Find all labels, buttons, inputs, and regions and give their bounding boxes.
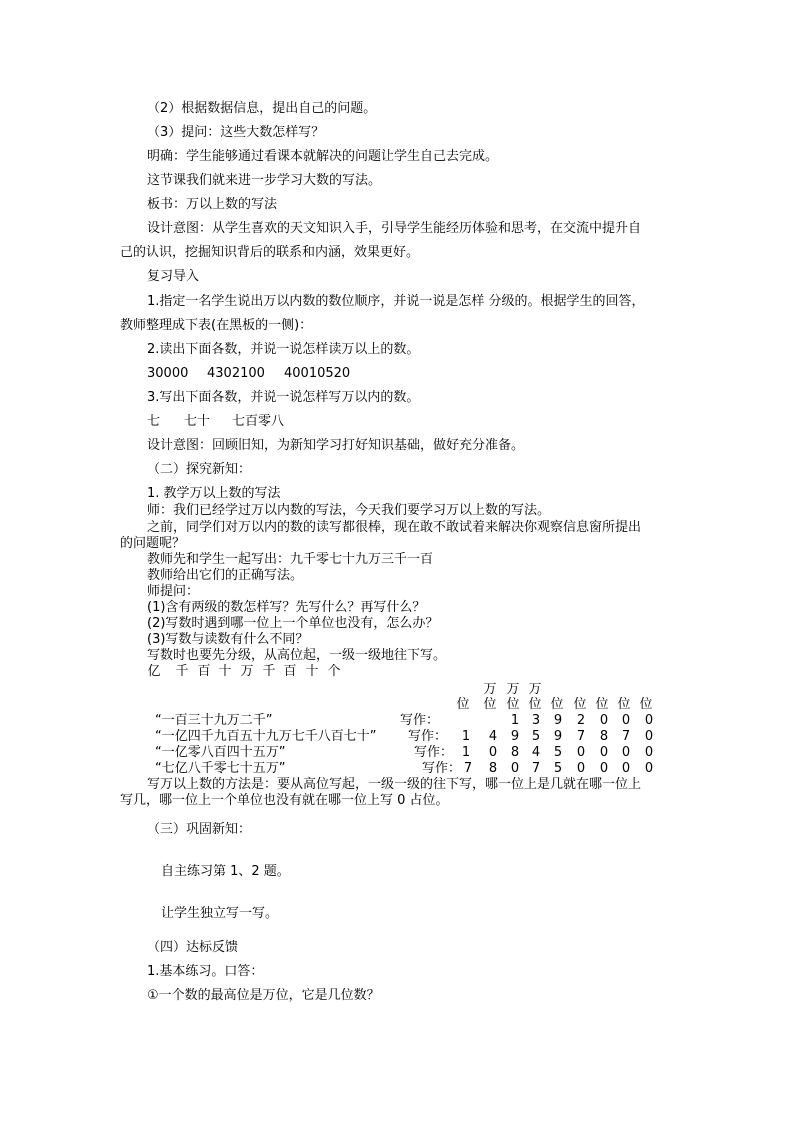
number-1: 30000 — [147, 366, 189, 381]
digit: 0 — [599, 761, 609, 776]
review-item-2: 2.读出下面各数，并说一说怎样读万以上的数。 — [147, 342, 420, 357]
digit: 0 — [488, 745, 498, 760]
row-text: “一百三十九万二千” — [155, 713, 273, 728]
digit: 9 — [553, 729, 563, 744]
place-bottom: 位 — [639, 697, 653, 712]
basic-practice: 1.基本练习。口答： — [147, 964, 264, 979]
digit: 1 — [510, 713, 520, 728]
question-3: （3）提问：这些大数怎样写？ — [147, 125, 325, 140]
digit: 2 — [576, 713, 586, 728]
level-name: 千 — [175, 664, 189, 679]
place-top: 万 — [528, 682, 542, 697]
clarify-text: 明确：学生能够通过看课本就解决的问题让学生自己去完成。 — [147, 149, 499, 164]
level-name: 个 — [327, 664, 341, 679]
digit: 8 — [599, 729, 609, 744]
digit: 9 — [510, 729, 520, 744]
review-heading: 复习导入 — [147, 269, 200, 284]
digit: 5 — [553, 761, 563, 776]
review-item-1: 1.指定一名学生说出万以内数的数位顺序，并说一说是怎样 分级的。根据学生的回答， — [147, 294, 645, 309]
row-label: 写作： — [400, 713, 440, 728]
before-text: 之前，同学们对万以内的数的读写都很棒，现在敢不敢试着来解决你观察信息窗所提出 — [147, 520, 642, 535]
board-title: 板书：万以上数的写法 — [147, 197, 278, 212]
teacher-ask: 师提问： — [147, 584, 200, 599]
consolidate-heading: （三）巩固新知： — [147, 822, 252, 837]
place-top: 万 — [483, 682, 497, 697]
teacher-text-1: 师：我们已经学过万以内数的写法，今天我们要学习万以上数的写法。 — [147, 503, 551, 518]
digit: 3 — [531, 713, 541, 728]
digit: 0 — [576, 745, 586, 760]
level-name: 百 — [197, 664, 211, 679]
ask-2: (2)写数时遇到哪一位上一个单位也没有，怎么办？ — [147, 616, 439, 631]
practice-text: 自主练习第 1、2 题。 — [161, 864, 290, 879]
design-intent-2: 设计意图：回顾旧知，为新知学习打好知识基础，做好充分准备。 — [147, 438, 525, 453]
level-name: 十 — [218, 664, 232, 679]
digit: 0 — [576, 761, 586, 776]
feedback-heading: （四）达标反馈 — [147, 940, 239, 955]
digit: 0 — [621, 761, 631, 776]
correct-text: 教师给出它们的正确写法。 — [147, 568, 304, 583]
ask-1: (1)含有两级的数怎样写？先写什么？再写什么？ — [147, 600, 426, 615]
digit: 7 — [463, 761, 473, 776]
independent-text: 让学生独立写一写。 — [161, 906, 279, 921]
place-bottom: 位 — [550, 697, 564, 712]
place-bottom: 位 — [506, 697, 520, 712]
digit: 7 — [621, 729, 631, 744]
ask-3: (3)写数与读数有什么不同？ — [147, 632, 309, 647]
row-text: “一亿零八百四十五万” — [155, 745, 286, 760]
before-text-cont: 的问题呢？ — [120, 536, 186, 551]
digit: 0 — [644, 729, 654, 744]
number-3: 40010520 — [284, 366, 351, 381]
explore-heading: （二）探究新知： — [147, 462, 252, 477]
level-name: 千 — [262, 664, 276, 679]
digit: 4 — [488, 729, 498, 744]
number-2: 4302100 — [207, 366, 265, 381]
method-text-cont: 写几，哪一位上一个单位也没有就在哪一位上写 0 占位。 — [120, 793, 449, 808]
design-intent-1-cont: 己的认识，挖掘知识背后的联系和内涵，效果更好。 — [120, 245, 420, 260]
level-name: 亿 — [147, 664, 161, 679]
digit: 0 — [644, 713, 654, 728]
lesson-text: 这节课我们就来进一步学习大数的写法。 — [147, 173, 382, 188]
word-2: 七十 — [184, 414, 211, 429]
row-label: 写作： — [408, 729, 448, 744]
place-bottom: 位 — [573, 697, 587, 712]
row-text: “一亿四千九百五十九万七千八百七十” — [155, 729, 377, 744]
place-bottom: 位 — [483, 697, 497, 712]
digit: 0 — [644, 745, 654, 760]
digit: 0 — [644, 761, 654, 776]
digit: 1 — [461, 729, 471, 744]
digit: 8 — [510, 745, 520, 760]
level-name: 百 — [283, 664, 297, 679]
place-bottom: 位 — [456, 697, 470, 712]
design-intent-1: 设计意图：从学生喜欢的天文知识入手，引导学生能经历体验和思考，在交流中提升自 — [147, 221, 642, 236]
row-label: 写作： — [422, 761, 462, 776]
digit: 0 — [599, 745, 609, 760]
digit: 5 — [553, 745, 563, 760]
method-text: 写万以上数的方法是：要从高位写起，一级一级的往下写，哪一位上是几就在哪一位上 — [147, 777, 642, 792]
word-1: 七 — [147, 414, 161, 429]
digit: 1 — [461, 745, 471, 760]
digit: 0 — [510, 761, 520, 776]
digit: 0 — [621, 745, 631, 760]
row-label: 写作： — [414, 745, 454, 760]
review-item-1-cont: 教师整理成下表(在黑板的一侧)： — [120, 318, 313, 333]
place-bottom: 位 — [595, 697, 609, 712]
feedback-question-1: ①一个数的最高位是万位，它是几位数？ — [147, 988, 380, 1003]
review-item-3: 3.写出下面各数，并说一说怎样写万以内的数。 — [147, 390, 420, 405]
level-name: 十 — [305, 664, 319, 679]
digit: 5 — [531, 729, 541, 744]
place-top: 万 — [506, 682, 520, 697]
digit: 8 — [488, 761, 498, 776]
level-name: 万 — [240, 664, 254, 679]
word-3: 七百零八 — [232, 414, 285, 429]
digit: 7 — [576, 729, 586, 744]
digit: 0 — [621, 713, 631, 728]
explore-sub-1: 1. 教学万以上数的写法 — [147, 486, 281, 501]
digit: 9 — [553, 713, 563, 728]
together-text: 教师先和学生一起写出：九千零七十九万三千一百 — [147, 552, 434, 567]
place-bottom: 位 — [528, 697, 542, 712]
digit: 0 — [599, 713, 609, 728]
place-bottom: 位 — [617, 697, 631, 712]
digit: 7 — [531, 761, 541, 776]
grading-text: 写数时也要先分级，从高位起，一级一级地往下写。 — [147, 648, 447, 663]
question-2: （2）根据数据信息，提出自己的问题。 — [147, 101, 377, 116]
digit: 4 — [531, 745, 541, 760]
row-text: “七亿八千零七十五万” — [155, 761, 286, 776]
